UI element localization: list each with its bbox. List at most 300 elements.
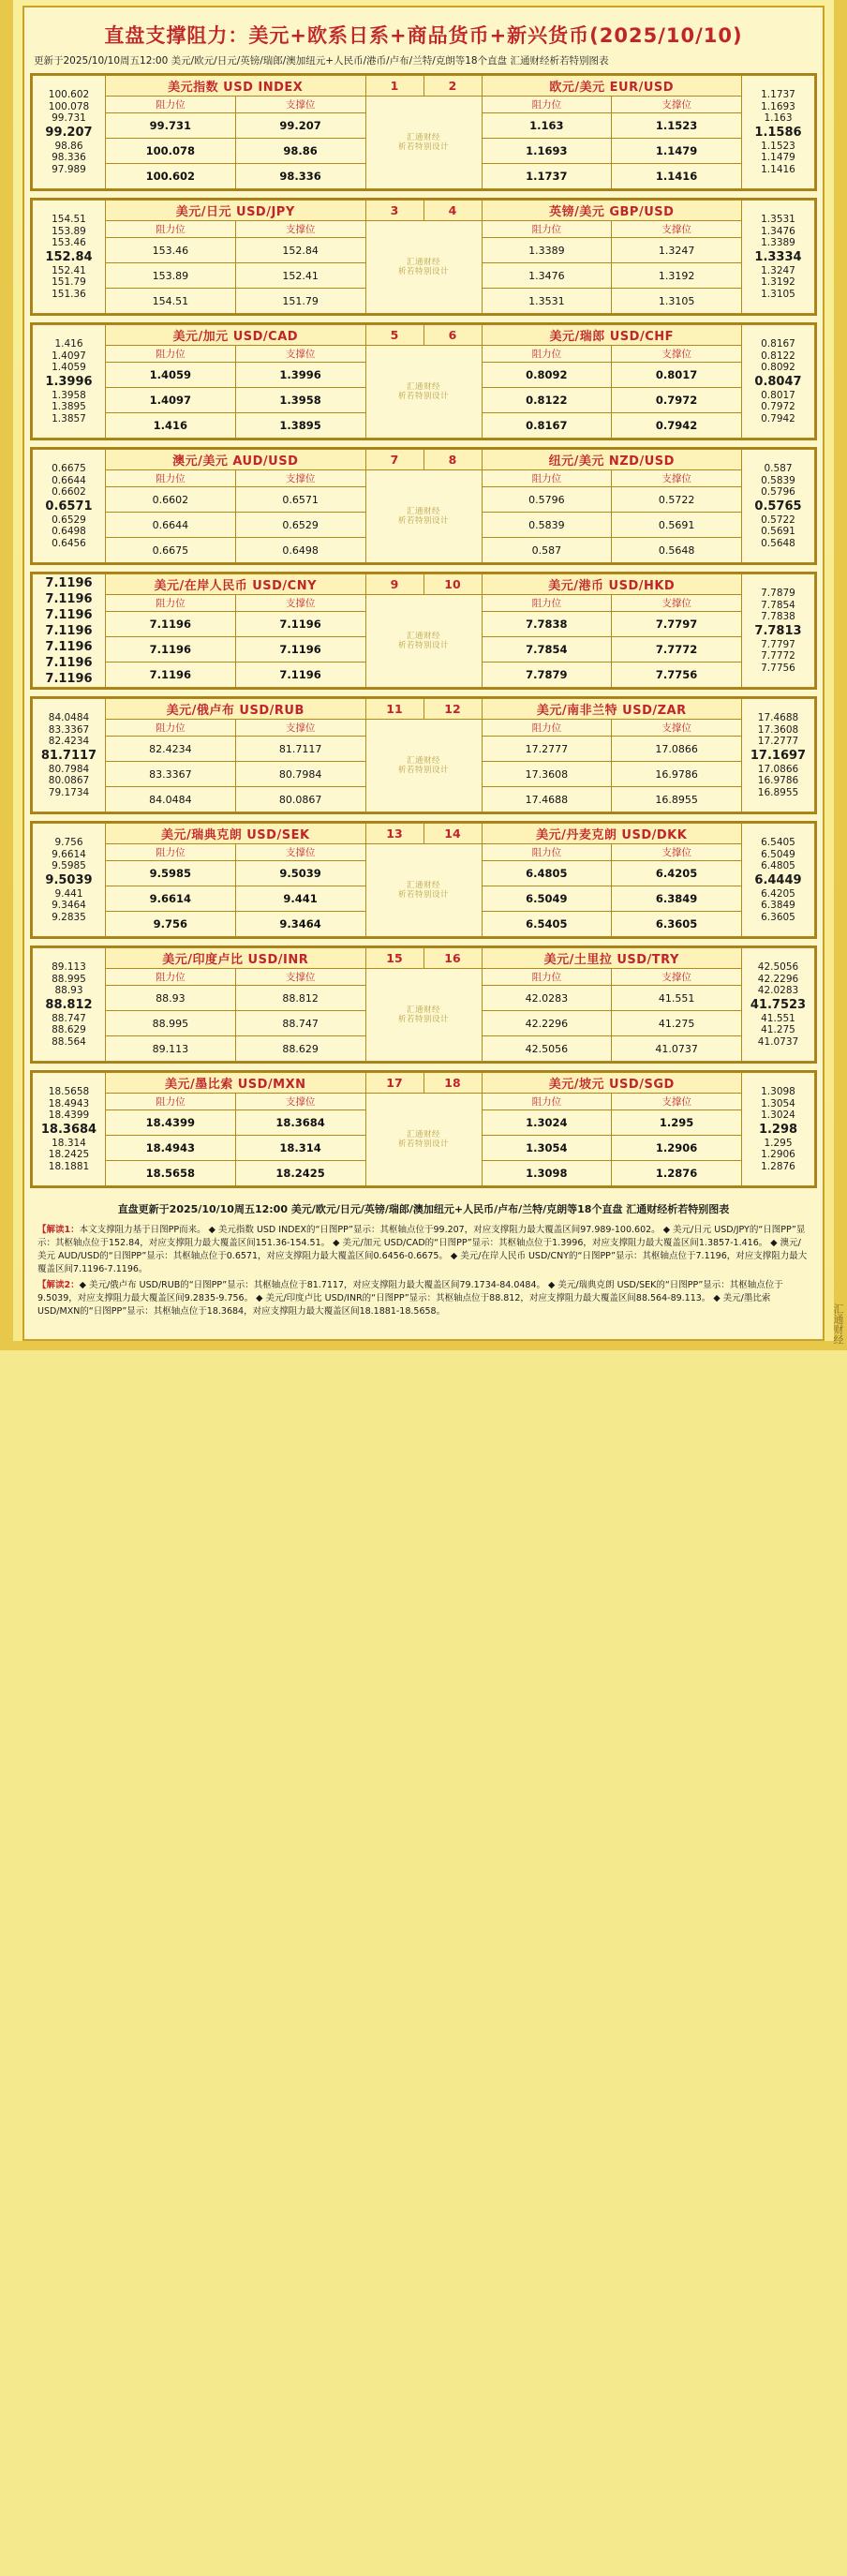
pair-index-right: 2 bbox=[424, 76, 482, 97]
pp-value: 98.336 bbox=[52, 152, 86, 164]
pp-value: 9.2835 bbox=[52, 911, 86, 923]
pp-value: 17.3608 bbox=[757, 723, 799, 736]
support-value: 0.7972 bbox=[612, 388, 742, 413]
support-value: 16.8955 bbox=[612, 787, 742, 812]
resistance-value: 6.4805 bbox=[482, 861, 612, 886]
pair-index-left: 5 bbox=[365, 325, 424, 346]
pp-list bbox=[33, 948, 106, 1062]
support-value: 7.1196 bbox=[235, 663, 365, 688]
pp-value: 9.3464 bbox=[52, 900, 86, 912]
pair-title-left: 美元/日元 USD/JPY bbox=[106, 201, 366, 221]
pp-value: 1.1416 bbox=[761, 163, 795, 175]
support-value: 6.3605 bbox=[612, 912, 742, 937]
support-value: 0.5648 bbox=[612, 538, 742, 563]
pp-list bbox=[742, 948, 815, 1062]
pair-title-left: 美元/印度卢比 USD/INR bbox=[106, 948, 366, 969]
pp-value: 1.3247 bbox=[761, 264, 795, 276]
support-value: 98.336 bbox=[235, 164, 365, 189]
pp-value: 7.7879 bbox=[761, 588, 795, 600]
support-value: 18.314 bbox=[235, 1136, 365, 1161]
pp-value: 0.6571 bbox=[45, 499, 93, 514]
pp-value: 1.2876 bbox=[761, 1160, 795, 1172]
resistance-value: 7.1196 bbox=[106, 637, 236, 663]
support-header-right: 支撑位 bbox=[612, 221, 742, 238]
support-value: 0.6571 bbox=[235, 487, 365, 513]
pp-value: 9.756 bbox=[54, 837, 83, 849]
support-value: 1.1416 bbox=[612, 164, 742, 189]
pp-value: 98.86 bbox=[54, 140, 83, 152]
pp-value: 153.89 bbox=[52, 225, 86, 237]
resistance-header-right: 阻力位 bbox=[482, 470, 612, 487]
support-value: 0.7942 bbox=[612, 413, 742, 439]
pp-value: 1.295 bbox=[764, 1137, 793, 1149]
support-value: 1.3247 bbox=[612, 238, 742, 263]
resistance-value: 1.3531 bbox=[482, 289, 612, 314]
support-header-right: 支撑位 bbox=[612, 1094, 742, 1110]
pp-value: 0.5722 bbox=[761, 514, 795, 526]
pp-value: 152.84 bbox=[45, 249, 93, 264]
resistance-value: 7.1196 bbox=[106, 612, 236, 637]
resistance-value: 0.5839 bbox=[482, 513, 612, 538]
resistance-value: 17.4688 bbox=[482, 787, 612, 812]
resistance-value: 0.5796 bbox=[482, 487, 612, 513]
support-header-right: 支撑位 bbox=[612, 97, 742, 113]
pp-value: 0.7972 bbox=[761, 401, 795, 413]
pp-list bbox=[33, 76, 106, 189]
pp-value: 83.3367 bbox=[48, 723, 90, 736]
resistance-value: 0.587 bbox=[482, 538, 612, 563]
resistance-header-left: 阻力位 bbox=[106, 1094, 236, 1110]
pp-value: 17.1697 bbox=[750, 748, 807, 763]
pp-value: 7.1196 bbox=[45, 607, 93, 622]
center-watermark: 汇通财经 析若特别设计 bbox=[365, 595, 482, 688]
currency-block bbox=[30, 1070, 817, 1188]
pp-value: 0.6675 bbox=[52, 463, 86, 475]
pp-value: 1.3098 bbox=[761, 1086, 795, 1098]
pp-value: 18.2425 bbox=[48, 1149, 90, 1161]
pp-value: 7.1196 bbox=[45, 575, 93, 590]
resistance-value: 1.3476 bbox=[482, 263, 612, 289]
pp-value: 0.8122 bbox=[761, 350, 795, 362]
pp-value: 7.1196 bbox=[45, 639, 93, 654]
resistance-header-left: 阻力位 bbox=[106, 470, 236, 487]
pp-value: 42.2296 bbox=[757, 973, 799, 985]
pp-list bbox=[742, 574, 815, 688]
pair-index-left: 7 bbox=[365, 450, 424, 470]
pp-value: 97.989 bbox=[52, 163, 86, 175]
resistance-value: 6.5049 bbox=[482, 886, 612, 912]
resistance-value: 9.5985 bbox=[106, 861, 236, 886]
pair-title-right: 美元/土里拉 USD/TRY bbox=[482, 948, 742, 969]
pp-value: 42.0283 bbox=[757, 985, 799, 997]
support-value: 6.3849 bbox=[612, 886, 742, 912]
pp-value: 1.3531 bbox=[761, 214, 795, 226]
support-value: 1.3192 bbox=[612, 263, 742, 289]
pair-title-right: 纽元/美元 NZD/USD bbox=[482, 450, 742, 470]
resistance-header-right: 阻力位 bbox=[482, 97, 612, 113]
support-header-left: 支撑位 bbox=[235, 1094, 365, 1110]
resistance-value: 88.995 bbox=[106, 1011, 236, 1036]
pp-value: 1.3996 bbox=[45, 374, 93, 389]
pp-value: 6.4805 bbox=[761, 860, 795, 872]
currency-block bbox=[30, 322, 817, 440]
support-header-right: 支撑位 bbox=[612, 720, 742, 737]
pair-title-left: 澳元/美元 AUD/USD bbox=[106, 450, 366, 470]
currency-block bbox=[30, 946, 817, 1064]
resistance-value: 18.4943 bbox=[106, 1136, 236, 1161]
pp-value: 152.41 bbox=[52, 264, 86, 276]
center-watermark: 汇通财经 析若特别设计 bbox=[365, 1094, 482, 1186]
pp-value: 0.6498 bbox=[52, 526, 86, 538]
support-header-left: 支撑位 bbox=[235, 595, 365, 612]
pp-list bbox=[742, 201, 815, 314]
pp-value: 1.4059 bbox=[52, 362, 86, 374]
resistance-value: 0.6644 bbox=[106, 513, 236, 538]
support-value: 1.295 bbox=[612, 1110, 742, 1136]
pp-value: 0.587 bbox=[764, 463, 793, 475]
pp-value: 6.3849 bbox=[761, 900, 795, 912]
pp-value: 6.5405 bbox=[761, 837, 795, 849]
resistance-header-left: 阻力位 bbox=[106, 595, 236, 612]
resistance-value: 1.1737 bbox=[482, 164, 612, 189]
resistance-value: 100.078 bbox=[106, 139, 236, 164]
pair-index-left: 1 bbox=[365, 76, 424, 97]
pp-list bbox=[742, 1073, 815, 1186]
support-value: 1.1479 bbox=[612, 139, 742, 164]
pp-value: 1.3054 bbox=[761, 1097, 795, 1109]
support-value: 7.7772 bbox=[612, 637, 742, 663]
pp-value: 82.4234 bbox=[48, 736, 90, 748]
pair-title-left: 美元指数 USD INDEX bbox=[106, 76, 366, 97]
pp-value: 0.6529 bbox=[52, 514, 86, 526]
blocks-container bbox=[30, 73, 817, 1188]
pp-value: 1.3857 bbox=[52, 412, 86, 424]
support-header-right: 支撑位 bbox=[612, 844, 742, 861]
page-title: 直盘支撑阻力：美元+欧系日系+商品货币+新兴货币(2025/10/10) bbox=[104, 24, 743, 47]
resistance-value: 7.7879 bbox=[482, 663, 612, 688]
support-value: 41.275 bbox=[612, 1011, 742, 1036]
footer-title: 直盘更新于2025/10/10周五12:00 美元/欧元/日元/英镑/瑞郎/澳加纽元+人民币/卢布/兰特/克朗等18个直盘 汇通财经析若特别图表 bbox=[117, 1203, 730, 1216]
center-watermark: 汇通财经 析若特别设计 bbox=[365, 969, 482, 1062]
pp-value: 41.551 bbox=[761, 1012, 795, 1024]
currency-block bbox=[30, 572, 817, 690]
pp-list bbox=[742, 450, 815, 563]
pp-value: 17.0866 bbox=[757, 763, 799, 775]
pair-index-right: 4 bbox=[424, 201, 482, 221]
resistance-value: 153.46 bbox=[106, 238, 236, 263]
pp-value: 7.7838 bbox=[761, 611, 795, 623]
pp-value: 100.078 bbox=[48, 100, 90, 112]
pair-title-left: 美元/墨比索 USD/MXN bbox=[106, 1073, 366, 1094]
support-value: 1.3958 bbox=[235, 388, 365, 413]
support-value: 17.0866 bbox=[612, 737, 742, 762]
pp-value: 42.5056 bbox=[757, 961, 799, 974]
pair-index-right: 16 bbox=[424, 948, 482, 969]
pp-value: 41.0737 bbox=[757, 1035, 799, 1048]
support-header-right: 支撑位 bbox=[612, 346, 742, 363]
resistance-value: 42.5056 bbox=[482, 1036, 612, 1062]
support-value: 16.9786 bbox=[612, 762, 742, 787]
resistance-header-right: 阻力位 bbox=[482, 595, 612, 612]
resistance-header-left: 阻力位 bbox=[106, 844, 236, 861]
support-value: 1.3996 bbox=[235, 363, 365, 388]
pair-title-right: 美元/南非兰特 USD/ZAR bbox=[482, 699, 742, 720]
support-value: 0.5691 bbox=[612, 513, 742, 538]
pp-value: 18.1881 bbox=[48, 1160, 90, 1172]
center-watermark: 汇通财经 析若特别设计 bbox=[365, 470, 482, 563]
content-frame bbox=[22, 6, 825, 1341]
pp-value: 1.1693 bbox=[761, 100, 795, 112]
pair-index-left: 3 bbox=[365, 201, 424, 221]
pp-value: 1.1737 bbox=[761, 89, 795, 101]
pp-value: 9.441 bbox=[54, 887, 83, 900]
support-value: 99.207 bbox=[235, 113, 365, 139]
support-header-right: 支撑位 bbox=[612, 470, 742, 487]
pp-value: 1.3024 bbox=[761, 1109, 795, 1122]
pp-value: 18.4399 bbox=[48, 1109, 90, 1122]
pp-list bbox=[33, 450, 106, 563]
center-watermark: 汇通财经 析若特别设计 bbox=[365, 346, 482, 439]
bottom-bar bbox=[13, 1341, 834, 1350]
resistance-value: 1.3389 bbox=[482, 238, 612, 263]
pp-value: 0.5691 bbox=[761, 526, 795, 538]
support-value: 88.747 bbox=[235, 1011, 365, 1036]
resistance-value: 1.163 bbox=[482, 113, 612, 139]
pp-value: 0.7942 bbox=[761, 412, 795, 424]
pair-index-right: 12 bbox=[424, 699, 482, 720]
pp-value: 7.1196 bbox=[45, 671, 93, 686]
pair-index-left: 13 bbox=[365, 824, 424, 844]
pp-value: 81.7117 bbox=[40, 748, 97, 763]
pp-value: 41.7523 bbox=[750, 997, 807, 1012]
pp-list bbox=[33, 201, 106, 314]
pp-value: 0.6644 bbox=[52, 474, 86, 486]
pp-value: 0.5648 bbox=[761, 537, 795, 549]
note-lead: 【解读1： bbox=[37, 1224, 80, 1235]
resistance-header-right: 阻力位 bbox=[482, 844, 612, 861]
pp-value: 1.3958 bbox=[52, 389, 86, 401]
pp-value: 1.3105 bbox=[761, 288, 795, 300]
pp-value: 80.0867 bbox=[48, 775, 90, 787]
pp-value: 7.7756 bbox=[761, 662, 795, 674]
resistance-value: 83.3367 bbox=[106, 762, 236, 787]
currency-block bbox=[30, 198, 817, 316]
resistance-value: 1.4059 bbox=[106, 363, 236, 388]
pp-value: 99.731 bbox=[52, 112, 86, 125]
pp-value: 17.2777 bbox=[757, 736, 799, 748]
pp-value: 18.314 bbox=[52, 1137, 86, 1149]
resistance-value: 82.4234 bbox=[106, 737, 236, 762]
pp-value: 1.163 bbox=[764, 112, 793, 125]
pair-title-right: 美元/坡元 USD/SGD bbox=[482, 1073, 742, 1094]
pp-value: 1.2906 bbox=[761, 1149, 795, 1161]
pp-value: 1.1586 bbox=[754, 125, 802, 140]
pair-title-right: 欧元/美元 EUR/USD bbox=[482, 76, 742, 97]
page-subtitle: 更新于2025/10/10周五12:00 美元/欧元/日元/英镑/瑞郎/澳加纽元+人民币/港币/卢布/兰特/克朗等18个直盘 汇通财经析若特别图表 bbox=[34, 55, 609, 67]
support-header-left: 支撑位 bbox=[235, 97, 365, 113]
pp-value: 1.298 bbox=[758, 1122, 798, 1137]
support-header-left: 支撑位 bbox=[235, 470, 365, 487]
support-value: 80.7984 bbox=[235, 762, 365, 787]
pp-value: 0.6456 bbox=[52, 537, 86, 549]
resistance-value: 1.1693 bbox=[482, 139, 612, 164]
resistance-value: 154.51 bbox=[106, 289, 236, 314]
support-value: 1.2906 bbox=[612, 1136, 742, 1161]
pp-value: 88.564 bbox=[52, 1035, 86, 1048]
support-value: 9.5039 bbox=[235, 861, 365, 886]
pp-value: 153.46 bbox=[52, 237, 86, 249]
support-value: 41.551 bbox=[612, 986, 742, 1011]
pp-value: 0.5765 bbox=[754, 499, 802, 514]
currency-block bbox=[30, 696, 817, 814]
support-value: 80.0867 bbox=[235, 787, 365, 812]
resistance-value: 99.731 bbox=[106, 113, 236, 139]
pp-list bbox=[33, 699, 106, 812]
pp-value: 7.7797 bbox=[761, 638, 795, 650]
pp-value: 7.1196 bbox=[45, 591, 93, 606]
support-value: 1.3105 bbox=[612, 289, 742, 314]
resistance-value: 1.4097 bbox=[106, 388, 236, 413]
note-text: 本文支撑阻力基于日图PP而来。 ◆ 美元指数 USD INDEX的“日图PP”显示：其枢轴点位于99.207，对应支撑阻力最大覆盖区间97.989-100.602。 ◆ 美元/日元 USD/JPY的“日图PP”显示：其枢轴点位于152.84，对应支撑阻力最大覆盖区间151.36-154.51。 ◆ 美元/加元 USD/CAD的“日图PP”显示：其枢轴点位于1.3996，对应支撑阻力最大覆盖区间1.3857-1.416。 ◆ 澳元/美元 AUD/USD的“日图PP”显示：其枢轴点位于0.6571，对应支撑阻力最大覆盖区间0.6456-0.6675。 ◆ 美元/在岸人民币 USD/CNY的“日图PP”显示：其枢轴点位于7.1196，对应支撑阻力最大覆盖区间7.1196-7.1196。 bbox=[37, 1224, 808, 1275]
pp-value: 1.4097 bbox=[52, 350, 86, 362]
pp-value: 84.0484 bbox=[48, 712, 90, 724]
support-value: 7.7797 bbox=[612, 612, 742, 637]
resistance-value: 0.8092 bbox=[482, 363, 612, 388]
pp-value: 1.3476 bbox=[761, 225, 795, 237]
resistance-header-right: 阻力位 bbox=[482, 1094, 612, 1110]
pp-value: 151.79 bbox=[52, 276, 86, 289]
pair-index-right: 10 bbox=[424, 574, 482, 595]
support-value: 0.6498 bbox=[235, 538, 365, 563]
support-value: 9.441 bbox=[235, 886, 365, 912]
pp-value: 9.5985 bbox=[52, 860, 86, 872]
footer-note bbox=[37, 1224, 810, 1277]
resistance-value: 88.93 bbox=[106, 986, 236, 1011]
center-watermark: 汇通财经 析若特别设计 bbox=[365, 221, 482, 314]
support-header-left: 支撑位 bbox=[235, 346, 365, 363]
pp-value: 16.8955 bbox=[757, 786, 799, 798]
pair-index-left: 15 bbox=[365, 948, 424, 969]
pp-value: 1.1523 bbox=[761, 140, 795, 152]
pp-value: 151.36 bbox=[52, 288, 86, 300]
resistance-header-right: 阻力位 bbox=[482, 221, 612, 238]
support-value: 18.2425 bbox=[235, 1161, 365, 1186]
pair-title-left: 美元/加元 USD/CAD bbox=[106, 325, 366, 346]
pp-value: 16.9786 bbox=[757, 775, 799, 787]
support-value: 81.7117 bbox=[235, 737, 365, 762]
pp-value: 79.1734 bbox=[48, 786, 90, 798]
pair-index-right: 14 bbox=[424, 824, 482, 844]
support-value: 7.1196 bbox=[235, 637, 365, 663]
pair-index-right: 6 bbox=[424, 325, 482, 346]
resistance-value: 1.416 bbox=[106, 413, 236, 439]
resistance-value: 100.602 bbox=[106, 164, 236, 189]
pair-title-right: 英镑/美元 GBP/USD bbox=[482, 201, 742, 221]
pair-title-right: 美元/丹麦克朗 USD/DKK bbox=[482, 824, 742, 844]
center-watermark: 汇通财经 析若特别设计 bbox=[365, 97, 482, 189]
resistance-value: 42.2296 bbox=[482, 1011, 612, 1036]
pp-value: 0.8017 bbox=[761, 389, 795, 401]
resistance-header-right: 阻力位 bbox=[482, 346, 612, 363]
resistance-value: 7.7838 bbox=[482, 612, 612, 637]
pp-value: 1.3895 bbox=[52, 401, 86, 413]
pp-value: 1.416 bbox=[54, 338, 83, 350]
pp-value: 7.1196 bbox=[45, 623, 93, 638]
center-watermark: 汇通财经 析若特别设计 bbox=[365, 720, 482, 812]
support-value: 0.8017 bbox=[612, 363, 742, 388]
pp-value: 18.4943 bbox=[48, 1097, 90, 1109]
support-value: 151.79 bbox=[235, 289, 365, 314]
support-value: 18.3684 bbox=[235, 1110, 365, 1136]
resistance-header-right: 阻力位 bbox=[482, 720, 612, 737]
support-value: 7.7756 bbox=[612, 663, 742, 688]
currency-block bbox=[30, 73, 817, 191]
pair-index-left: 17 bbox=[365, 1073, 424, 1094]
pp-value: 100.602 bbox=[48, 89, 90, 101]
pp-list bbox=[742, 699, 815, 812]
resistance-value: 153.89 bbox=[106, 263, 236, 289]
pair-index-left: 11 bbox=[365, 699, 424, 720]
pp-value: 6.4449 bbox=[754, 872, 802, 887]
pp-list bbox=[742, 824, 815, 937]
pp-value: 6.5049 bbox=[761, 848, 795, 860]
resistance-header-right: 阻力位 bbox=[482, 969, 612, 986]
resistance-value: 0.6602 bbox=[106, 487, 236, 513]
support-header-left: 支撑位 bbox=[235, 844, 365, 861]
support-header-left: 支撑位 bbox=[235, 720, 365, 737]
pp-list bbox=[33, 325, 106, 439]
resistance-value: 0.6675 bbox=[106, 538, 236, 563]
support-value: 98.86 bbox=[235, 139, 365, 164]
pp-value: 0.8092 bbox=[761, 362, 795, 374]
pair-title-left: 美元/瑞典克朗 USD/SEK bbox=[106, 824, 366, 844]
resistance-header-left: 阻力位 bbox=[106, 97, 236, 113]
pp-value: 9.6614 bbox=[52, 848, 86, 860]
pp-value: 17.4688 bbox=[757, 712, 799, 724]
pp-value: 9.5039 bbox=[45, 872, 93, 887]
resistance-value: 84.0484 bbox=[106, 787, 236, 812]
support-value: 0.6529 bbox=[235, 513, 365, 538]
pp-value: 88.812 bbox=[45, 997, 93, 1012]
resistance-value: 1.3098 bbox=[482, 1161, 612, 1186]
pp-value: 0.8167 bbox=[761, 338, 795, 350]
footer-note bbox=[37, 1279, 810, 1319]
pp-value: 18.5658 bbox=[48, 1086, 90, 1098]
brand-watermark: 汇通财经 bbox=[832, 1303, 844, 1346]
pp-value: 88.747 bbox=[52, 1012, 86, 1024]
pp-value: 80.7984 bbox=[48, 763, 90, 775]
pair-title-right: 美元/瑞郎 USD/CHF bbox=[482, 325, 742, 346]
resistance-value: 1.3054 bbox=[482, 1136, 612, 1161]
pair-title-left: 美元/俄卢布 USD/RUB bbox=[106, 699, 366, 720]
support-header-right: 支撑位 bbox=[612, 595, 742, 612]
support-value: 152.84 bbox=[235, 238, 365, 263]
pp-value: 1.1479 bbox=[761, 152, 795, 164]
support-value: 7.1196 bbox=[235, 612, 365, 637]
pp-list bbox=[33, 1073, 106, 1186]
note-lead: 【解读2： bbox=[37, 1279, 80, 1290]
pp-value: 0.5839 bbox=[761, 474, 795, 486]
pp-value: 1.3192 bbox=[761, 276, 795, 289]
resistance-value: 9.6614 bbox=[106, 886, 236, 912]
support-value: 41.0737 bbox=[612, 1036, 742, 1062]
support-value: 1.2876 bbox=[612, 1161, 742, 1186]
pp-value: 88.629 bbox=[52, 1024, 86, 1036]
pp-value: 41.275 bbox=[761, 1024, 795, 1036]
resistance-value: 18.5658 bbox=[106, 1161, 236, 1186]
pp-value: 88.93 bbox=[54, 985, 83, 997]
pp-value: 18.3684 bbox=[40, 1122, 97, 1137]
